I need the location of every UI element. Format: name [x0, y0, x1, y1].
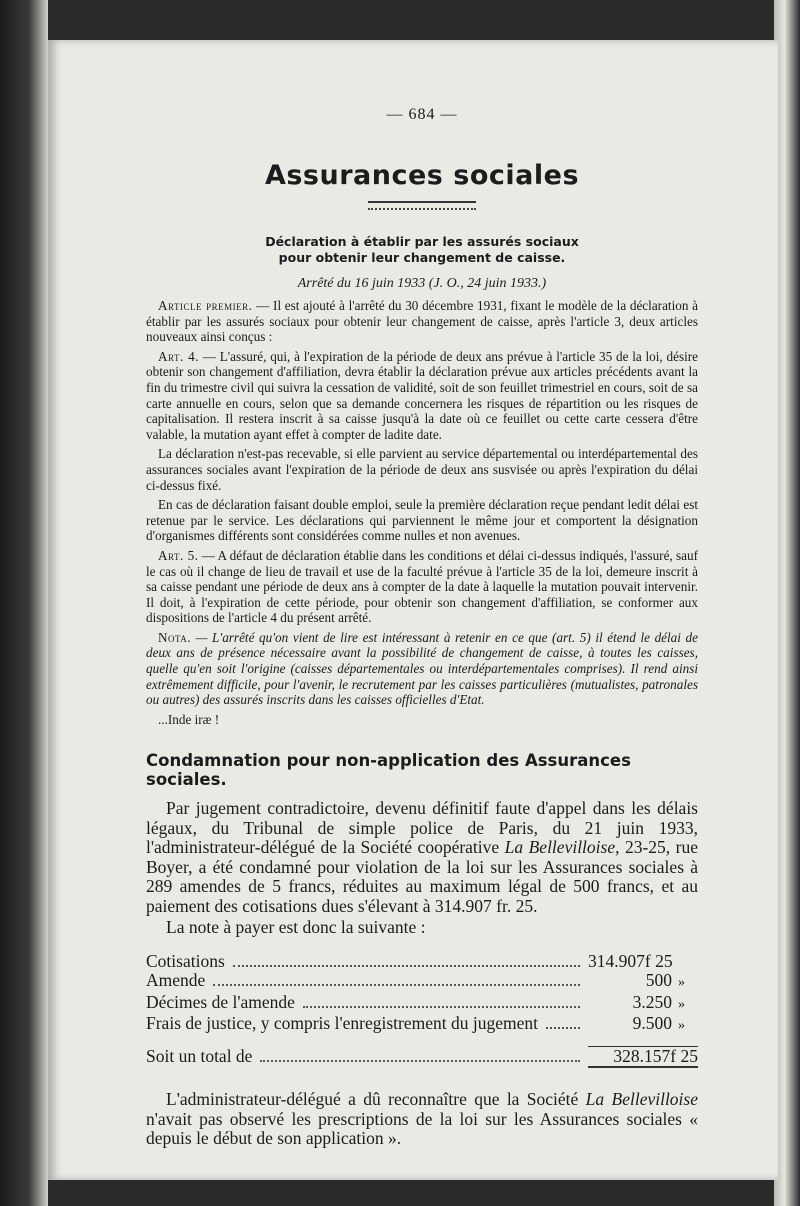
scan-edge-left [0, 0, 48, 1206]
ledger-label: Décimes de l'amende [146, 991, 295, 1012]
payment-ledger [146, 952, 698, 1069]
ledger-row [146, 952, 698, 972]
article-4-paragraph-2: La déclaration n'est‑pas recevable, si elle parvient au service départemental ou interdépartemental des assurances sociales avant l'expiration de la période de deux ans susvisée ou après l'expiration du délai ci-dessus fixé. [146, 446, 698, 493]
ledger-row [146, 1014, 698, 1036]
closing-paragraph [146, 1090, 698, 1149]
article-5 [146, 548, 698, 626]
page-number: — 684 — [386, 106, 458, 123]
article-5-text: — A défaut de déclaration établie dans les conditions et délai ci-dessus indiqués, l'assuré, sauf le cas où il change de lieu de travail et use de la faculté prévue à l'article 35 de la loi, demeure inscrit à sa caisse pendant une période de deux ans à compter de la date à laquelle la mutation pouvait intervenir. Il doit, à l'expiration de cette période, pour obtenir son changement d'affiliation, se conformer aux dispositions de l'article 4 du présent arrêté. [146, 547, 698, 626]
ledger-label: Cotisations [146, 950, 225, 971]
article-4-label: Art. 4. [158, 348, 199, 364]
ledger-unit: » [678, 975, 685, 991]
ledger-label: Amende [146, 970, 206, 991]
ledger-label: Frais de justice, y compris l'enregistrement du jugement [146, 1013, 538, 1034]
ledger-leader-dots [546, 1015, 580, 1029]
nota [146, 630, 698, 708]
article-premier-text: — Il est ajouté à l'arrêté du 30 décembre 1931, fixant le modèle de la déclaration à établir par les assurés sociaux pour obtenir leur changement de caisse, après l'article 3, deux articles nouveaux ainsi conçus : [146, 298, 698, 345]
nota-label: Nota. [158, 629, 192, 645]
article-5-label: Art. 5. [158, 547, 199, 563]
page-title: Assurances sociales [264, 160, 580, 191]
ledger-leader-dots [233, 953, 580, 967]
company-name: La Bellevilloise [504, 837, 616, 858]
article-4-text: — L'assuré, qui, à l'expiration de la période de deux ans prévue à l'article 35 de la loi, désire obtenir son changement d'affiliation, devra établir la déclaration prévue aux articles précédents avant la fin du trimestre civil qui suivra la cessation de validité, soit de son feuillet trimestriel en cours, soit de sa carte annuelle en cours, selon que sa demande concernera les risques de répartition ou les risques de capitalisation. Il restera inscrit à sa caisse jusqu'à la date où ce feuillet ou cette carte cessera d'être valable, la mutation ayant effet à compter de ladite date. [146, 348, 699, 442]
ledger-amount: 314.907f 25 [588, 950, 673, 971]
ledger-leader-dots [260, 1048, 580, 1062]
ledger-total-row [146, 1046, 698, 1069]
nota-closing: ...Inde iræ ! [158, 711, 220, 727]
ledger-amount: 500 [645, 970, 672, 991]
page-content [146, 106, 698, 1166]
ledger-amount: 9.500 [632, 1013, 672, 1034]
closing-part-1: L'administrateur-délégué a dû reconnaître que la Société [166, 1089, 586, 1110]
ledger-amount: 3.250 [632, 991, 672, 1012]
closing-company-name: La Bellevilloise [585, 1089, 698, 1110]
condamnation-paragraph [146, 799, 698, 916]
document-page [48, 40, 778, 1180]
note-intro: La note à payer est donc la suivante : [166, 917, 426, 938]
ledger-unit: » [678, 996, 685, 1012]
ledger-total-amount: 328.157f 25 [613, 1045, 698, 1066]
closing-part-2: n'avait pas observé les prescriptions de la loi sur les Assurances sociales « depuis le début de son application ». [146, 1108, 698, 1149]
decree-subtitle-line-2: pour obtenir leur changement de caisse. [278, 250, 566, 265]
decree-subtitle [146, 234, 698, 266]
ledger-unit: » [678, 1018, 685, 1034]
decree-reference: Arrêté du 16 juin 1933 (J. O., 24 juin 1933.) [297, 276, 547, 291]
nota-text: — L'arrêté qu'on vient de lire est intéressant à retenir en ce que (art. 5) il étend le délai de deux ans de présence nécessaire avant la possibilité de changement de caisse, à toutes les caisses, quelle qu'en soit l'origine (caisses départementales ou interdépartementales comprises). Il rend ainsi extrêmement difficile, pour l'avenir, le recrutement par les caisses particulières (mutualistes, patronales ou autres) des assurés inscrits dans les caisses officielles d'Etat. [146, 629, 698, 708]
article-premier-label: Article premier. [158, 298, 253, 313]
article-4-paragraph-3: En cas de déclaration faisant double emploi, seule la première déclaration reçue pendant ledit délai est retenue par le service. Les déclarations qui parviennent le même jour et comportent la désignation d'organismes différents sont considérées comme nulles et non avenues. [146, 497, 698, 544]
article-premier [146, 298, 698, 345]
ledger-total-label: Soit un total de [146, 1045, 253, 1066]
ledger-row [146, 971, 698, 993]
ledger-row [146, 993, 698, 1015]
condamnation-paragraph-part-2: , 23-25, rue Boyer, a été condamné pour violation de la loi sur les Assurances sociales à 289 amendes de 5 francs, réduites au maximum légal de 500 francs, et au paiement des cotisations dues s'élevant à 314.907 fr. 25. [146, 837, 698, 916]
condamnation-title: Condamnation pour non-application des Assurances sociales. [146, 751, 631, 790]
ledger-leader-dots [303, 994, 580, 1008]
article-4 [146, 349, 698, 443]
condamnation-paragraph-part-1: Par jugement contradictoire, devenu définitif faute d'appel dans les délais légaux, du Tribunal de simple police de Paris, du 21 juin 1933, l'administrateur-délégué de la Société coopérative [146, 798, 698, 858]
title-ornament-rule [368, 201, 476, 210]
ledger-leader-dots [213, 972, 580, 986]
ledger-total-box [588, 1046, 698, 1069]
decree-subtitle-line-1: Déclaration à établir par les assurés sociaux [265, 234, 579, 249]
